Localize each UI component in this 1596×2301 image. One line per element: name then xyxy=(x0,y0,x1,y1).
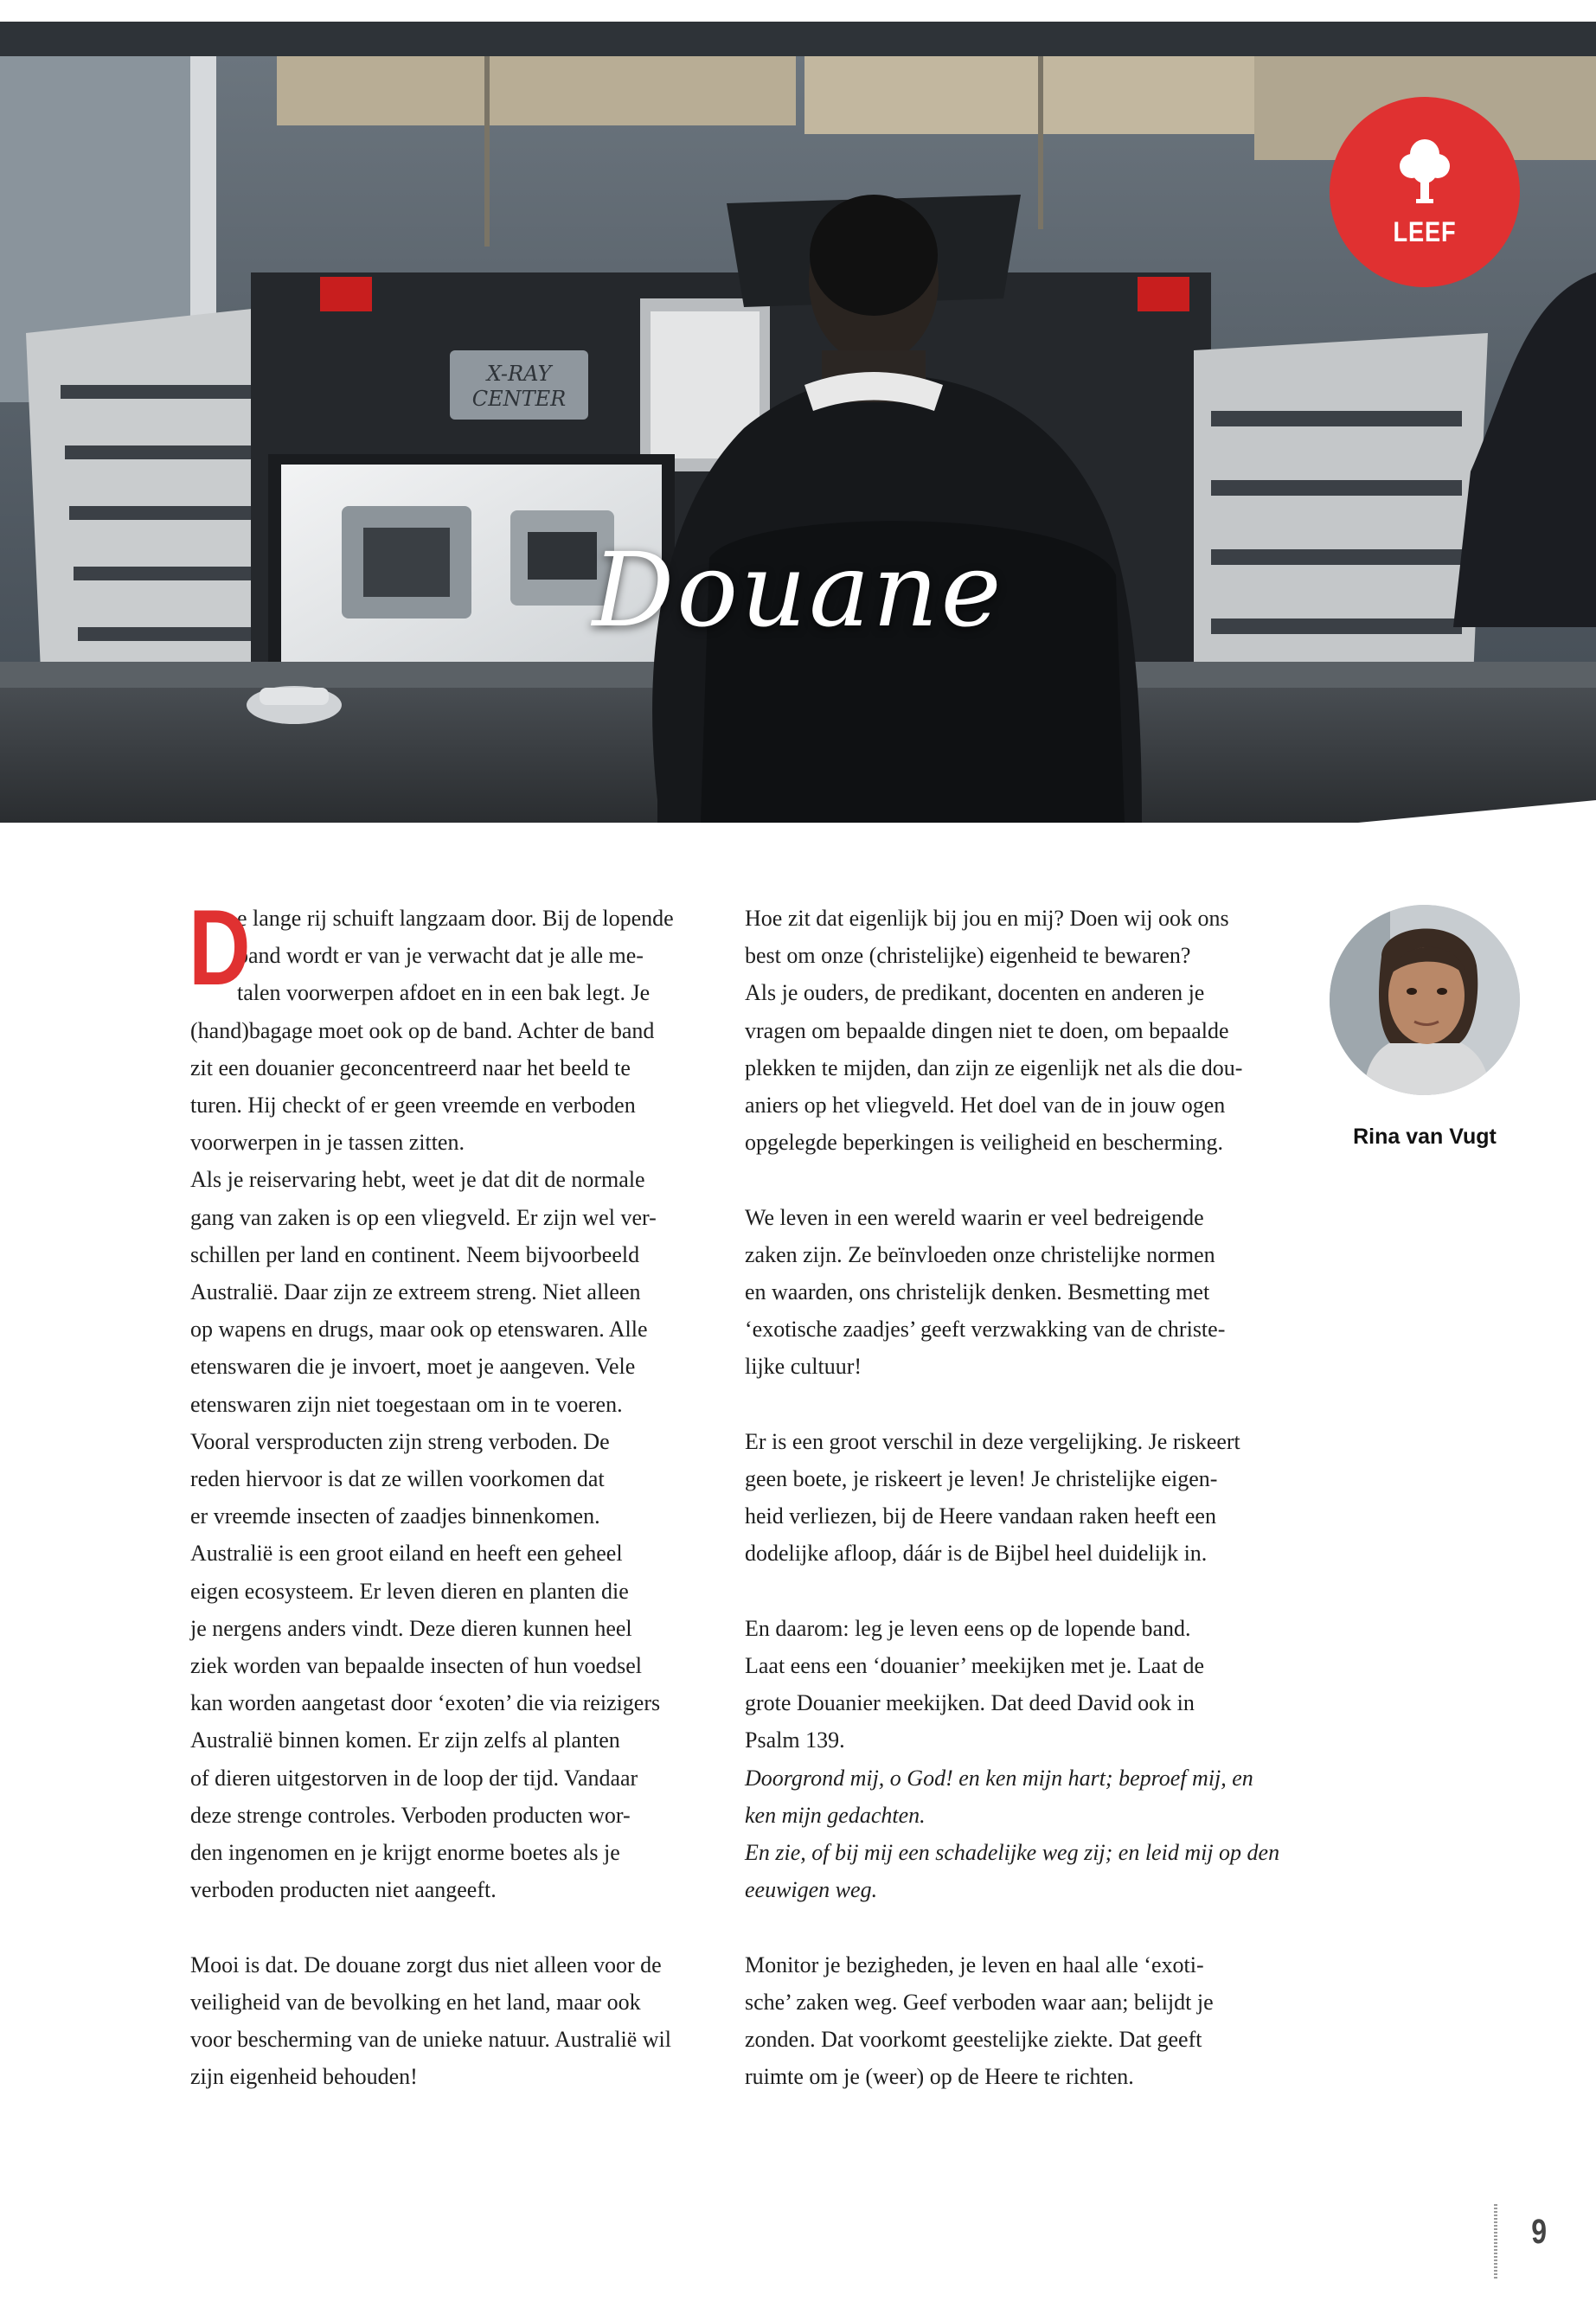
text-line: op wapens en drugs, maar ook op etenswaren. Alle xyxy=(190,1317,648,1343)
text-line: etenswaren die je invoert, moet je aangeven. Vele xyxy=(190,1354,636,1380)
text-line: dodelijke afloop, dáár is de Bijbel heel duidelijk in. xyxy=(745,1541,1208,1567)
text-line: gang van zaken is op een vliegveld. Er zijn wel ver- xyxy=(190,1204,657,1230)
section-label: LEEF xyxy=(1393,216,1457,247)
text-line: talen voorwerpen afdoet en in een bak legt. Je xyxy=(237,980,651,1006)
text-line: band wordt er van je verwacht dat je alle me- xyxy=(237,943,644,969)
text-line: Australië is een groot eiland en heeft een geheel xyxy=(190,1541,623,1567)
text-line: of dieren uitgestorven in de loop der tijd. Vandaar xyxy=(190,1765,638,1791)
text-line: En daarom: leg je leven eens op de lopende band. xyxy=(745,1615,1191,1641)
text-line: vragen om bepaalde dingen niet te doen, om bepaalde xyxy=(745,1017,1229,1043)
text-line: Australië binnen komen. Er zijn zelfs al planten xyxy=(190,1727,620,1753)
text-line: Er is een groot verschil in deze vergelijking. Je riskeert xyxy=(745,1428,1240,1454)
text-line: best om onze (christelijke) eigenheid te bewaren? xyxy=(745,943,1191,969)
text-line: Vooral versproducten zijn streng verboden. De xyxy=(190,1428,610,1454)
text-line: ziek worden van bepaalde insecten of hun voedsel xyxy=(190,1653,642,1679)
text-line: plekken te mijden, dan zijn ze eigenlijk net als die dou- xyxy=(745,1054,1243,1080)
text-line: e lange rij schuift langzaam door. Bij de lopende xyxy=(237,906,674,931)
drop-cap: D xyxy=(189,888,251,1008)
text-line: eeuwigen weg. xyxy=(745,1877,878,1903)
text-line: voorwerpen in je tassen zitten. xyxy=(190,1130,465,1156)
paragraph xyxy=(745,1610,1264,1759)
text-line: lijke cultuur! xyxy=(745,1354,862,1380)
paragraph xyxy=(745,1423,1264,1573)
text-line: turen. Hij checkt of er geen vreemde en verboden xyxy=(190,1093,636,1118)
text-line: eigen ecosysteem. Er leven dieren en planten die xyxy=(190,1578,629,1604)
author-name: Rina van Vugt xyxy=(1353,1125,1497,1149)
text-line: schillen per land en continent. Neem bijvoorbeeld xyxy=(190,1241,640,1267)
text-line: zonden. Dat voorkomt geestelijke ziekte. Dat geeft xyxy=(745,2027,1202,2053)
paragraph xyxy=(190,1946,709,2096)
paragraph xyxy=(189,888,709,1161)
article-column-right xyxy=(745,900,1280,2095)
author-photo xyxy=(1330,905,1520,1095)
text-line: heid verliezen, bij de Heere vandaan raken heeft een xyxy=(745,1503,1216,1529)
text-line: ken mijn gedachten. xyxy=(745,1802,926,1828)
folio-divider xyxy=(1494,2204,1497,2279)
scripture-quote xyxy=(745,1834,1280,1908)
text-line: den ingenomen en je krijgt enorme boetes als je xyxy=(190,1840,620,1866)
text-line: voor bescherming van de unieke natuur. Australië wil xyxy=(190,2027,671,2053)
text-line: zaken zijn. Ze beïnvloeden onze christelijke normen xyxy=(745,1241,1215,1267)
text-line: En zie, of bij mij een schadelijke weg zij; en leid mij op den xyxy=(745,1840,1280,1866)
text-line: We leven in een wereld waarin er veel bedreigende xyxy=(745,1204,1204,1230)
paragraph xyxy=(745,900,1264,974)
svg-text:CENTER: CENTER xyxy=(471,387,567,411)
text-line: grote Douanier meekijken. Dat deed David ook in xyxy=(745,1690,1195,1716)
text-line: ruimte om je (weer) op de Heere te richten. xyxy=(745,2064,1134,2090)
text-line: Laat eens een ‘douanier’ meekijken met je. Laat de xyxy=(745,1653,1205,1679)
text-line: (hand)bagage moet ook op de band. Achter de band xyxy=(190,1017,655,1043)
text-line: Als je ouders, de predikant, docenten en anderen je xyxy=(745,980,1205,1006)
article-title: Douane xyxy=(592,530,1004,650)
text-line: Als je reiservaring hebt, weet je dat dit de normale xyxy=(190,1167,645,1193)
text-line: Doorgrond mij, o God! en ken mijn hart; beproef mij, en xyxy=(745,1765,1253,1791)
article-column-left xyxy=(189,888,709,2095)
paragraph xyxy=(745,1199,1264,1386)
text-line: zijn eigenheid behouden! xyxy=(190,2064,418,2090)
text-line: er vreemde insecten of zaadjes binnenkomen. xyxy=(190,1503,600,1529)
author-portrait xyxy=(1330,905,1520,1095)
text-line: aniers op het vliegveld. Het doel van de in jouw ogen xyxy=(745,1093,1226,1118)
text-line: zit een douanier geconcentreerd naar het beeld te xyxy=(190,1054,631,1080)
text-line: etenswaren zijn niet toegestaan om in te voeren. xyxy=(190,1391,623,1417)
text-line: Psalm 139. xyxy=(745,1727,845,1753)
section-badge xyxy=(1330,97,1520,287)
tree-icon xyxy=(1399,137,1451,204)
text-line: Monitor je bezigheden, je leven en haal alle ‘exoti- xyxy=(745,1952,1204,1977)
text-line: reden hiervoor is dat ze willen voorkomen dat xyxy=(190,1466,605,1492)
paragraph xyxy=(190,1161,709,1908)
text-line: ‘exotische zaadjes’ geeft verzwakking van de christe- xyxy=(745,1317,1226,1343)
scripture-quote xyxy=(745,1759,1264,1834)
text-line: deze strenge controles. Verboden producten wor- xyxy=(190,1802,631,1828)
text-line: kan worden aangetast door ‘exoten’ die via reizigers xyxy=(190,1690,661,1716)
text-line: Mooi is dat. De douane zorgt dus niet alleen voor de xyxy=(190,1952,662,1977)
text-line: veiligheid van de bevolking en het land, maar ook xyxy=(190,1989,641,2015)
paragraph xyxy=(745,974,1264,1161)
svg-text:X-RAY: X-RAY xyxy=(486,362,552,386)
text-line: opgelegde beperkingen is veiligheid en bescherming. xyxy=(745,1130,1224,1156)
paragraph xyxy=(745,1946,1264,2096)
page-number: 9 xyxy=(1531,2213,1548,2251)
text-line: verboden producten niet aangeeft. xyxy=(190,1877,497,1903)
text-line: Hoe zit dat eigenlijk bij jou en mij? Doen wij ook ons xyxy=(745,906,1229,931)
text-line: sche’ zaken weg. Geef verboden waar aan; belijdt je xyxy=(745,1989,1214,2015)
text-line: en waarden, ons christelijk denken. Besmetting met xyxy=(745,1279,1210,1305)
text-line: je nergens anders vindt. Deze dieren kunnen heel xyxy=(190,1615,632,1641)
text-line: geen boete, je riskeert je leven! Je christelijke eigen- xyxy=(745,1466,1218,1492)
text-line: Australië. Daar zijn ze extreem streng. Niet alleen xyxy=(190,1279,641,1305)
